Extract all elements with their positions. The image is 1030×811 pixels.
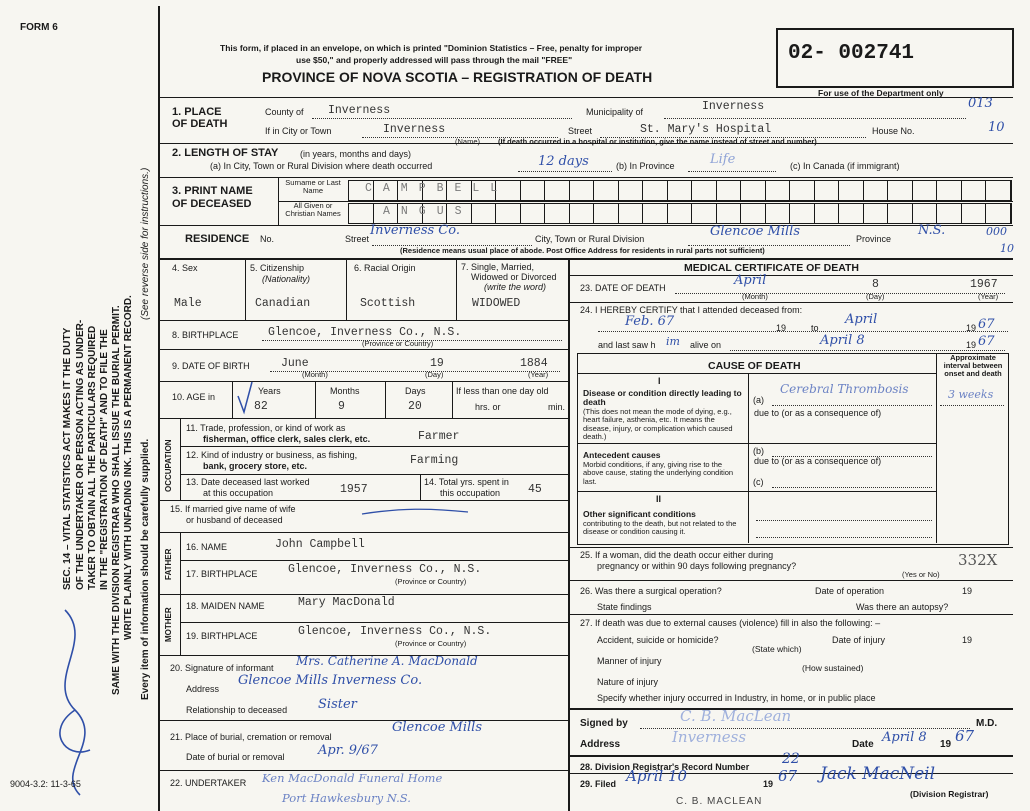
last-worked-label: 13. Date deceased last worked	[186, 477, 310, 487]
mother-maiden-value[interactable]: Mary MacDonald	[298, 596, 395, 609]
char-box	[619, 181, 644, 200]
divider	[577, 491, 936, 492]
department-note: For use of the Department only	[818, 88, 944, 98]
other-conditions-note: contributing to the death, but not related to the disease or condition causing it.	[583, 519, 737, 537]
stay-b-value[interactable]: Life	[710, 152, 736, 167]
char-box	[839, 204, 864, 223]
char-box	[668, 204, 693, 223]
day-note: (Day)	[866, 292, 885, 301]
house-label: House No.	[872, 126, 915, 136]
min-label: min.	[548, 402, 566, 412]
industry-label: 12. Kind of industry or business, as fishing,	[186, 450, 358, 460]
occupation-side-label: OCCUPATION	[164, 439, 173, 492]
length-of-stay-label: 2. LENGTH OF STAY	[172, 147, 279, 159]
char-box	[545, 181, 570, 200]
nineteen: 19	[962, 635, 973, 645]
years-label: Years	[258, 386, 281, 396]
sex-value[interactable]: Male	[174, 297, 202, 310]
to-label: to	[811, 323, 819, 333]
form-label: FORM 6	[20, 22, 58, 33]
divider	[180, 446, 568, 447]
char-box	[594, 181, 619, 200]
divider	[158, 97, 1013, 98]
woman-label: 25. If a woman, did the death occur either during	[580, 550, 774, 560]
char-box	[790, 204, 815, 223]
residence-no-label: No.	[260, 234, 275, 244]
birthplace-label: 8. BIRTHPLACE	[172, 330, 239, 340]
surgical-label: 26. Was there a surgical operation?	[580, 586, 722, 596]
due-to-label: due to (or as a consequence of)	[754, 408, 882, 418]
form-code: 9004-3.2: 11-3-65	[10, 779, 81, 789]
months-label: Months	[330, 386, 360, 396]
external-label: 27. If death was due to external causes (violence) fill in also the following: –	[580, 618, 881, 628]
code-stamp: 332X	[958, 551, 998, 569]
last-saw-label: and last saw h	[598, 340, 656, 350]
county-label: County of	[265, 107, 304, 117]
nature-label: Nature of injury	[597, 677, 659, 687]
nineteen: 19	[763, 779, 774, 789]
char-box	[815, 181, 840, 200]
cause-a-value[interactable]: Cerebral Thrombosis	[780, 382, 909, 396]
char-box	[937, 181, 962, 200]
char-box	[668, 181, 693, 200]
cause-a-label: (a)	[753, 395, 764, 405]
divider	[568, 547, 1013, 548]
char-box	[741, 181, 766, 200]
injury-date-label: Date of injury	[832, 635, 886, 645]
name-note: (Name)	[455, 137, 481, 146]
state-which-note: (State which)	[752, 644, 802, 654]
divider	[158, 720, 568, 721]
burial-date-value[interactable]: Apr. 9/67	[318, 743, 378, 758]
marital-label: 7. Single, Married,	[461, 262, 535, 272]
other-line	[756, 520, 932, 521]
trade-label: fisherman, office clerk, sales clerk, etc.	[203, 434, 371, 444]
cause-b-label: (b)	[753, 446, 764, 456]
other-line	[756, 537, 932, 538]
under-day-label: If less than one day old	[456, 386, 549, 396]
registration-number-box	[776, 28, 1014, 88]
mother-birthplace-note: (Province or Country)	[395, 639, 467, 648]
nineteen: 19	[776, 323, 787, 333]
citizenship-note: (Nationality)	[262, 274, 311, 284]
column-divider	[568, 258, 570, 811]
operation-date-label: Date of operation	[815, 586, 885, 596]
days-label: Days	[405, 386, 426, 396]
page-title: PROVINCE OF NOVA SCOTIA – REGISTRATION OF DEATH	[262, 69, 653, 85]
char-box	[864, 204, 889, 223]
year-note: (Year)	[978, 292, 999, 301]
instructions-note: (See reverse side for instructions.)	[140, 167, 151, 320]
nineteen: 19	[966, 323, 977, 333]
statute-line: OF THE UNDERTAKER OR PERSON ACTING AS UNDER-	[75, 319, 86, 590]
informant-signature[interactable]: Mrs. Catherine A. MacDonald	[296, 654, 478, 668]
nineteen: 19	[940, 739, 952, 750]
birthplace-note: (Province or Country)	[362, 339, 434, 348]
accident-label: Accident, suicide or homicide?	[597, 635, 719, 645]
char-box	[643, 204, 668, 223]
part-one: I	[658, 376, 661, 386]
dob-year[interactable]: 1884	[520, 357, 548, 370]
divider	[278, 201, 1013, 202]
statute-line: IN THE "REGISTRATION OF DEATH" AND TO FILE THE	[99, 329, 110, 590]
char-box	[692, 181, 717, 200]
cert-date-year[interactable]: 67	[955, 727, 975, 745]
death-year[interactable]: 1967	[970, 278, 998, 291]
divider	[315, 381, 316, 418]
spouse-label: or husband of deceased	[186, 515, 283, 525]
trade-label: 11. Trade, profession, or kind of work as	[186, 423, 346, 433]
marital-label: Widowed or Divorced	[471, 272, 557, 282]
md-label: M.D.	[976, 718, 998, 729]
filed-year[interactable]: 67	[778, 767, 798, 785]
divider	[232, 381, 233, 418]
father-birthplace-value[interactable]: Glencoe, Inverness Co., N.S.	[288, 563, 482, 576]
attended-to[interactable]: April	[845, 312, 878, 327]
street-label: Street	[568, 126, 593, 136]
char-box	[545, 204, 570, 223]
divider	[420, 474, 421, 500]
industry-value[interactable]: Farming	[410, 454, 459, 467]
record-label: 28. Division Registrar's Record Number	[580, 762, 750, 772]
total-years-value[interactable]: 45	[528, 483, 542, 496]
char-box	[619, 204, 644, 223]
attended-from[interactable]: Feb. 67	[625, 314, 675, 329]
undertaker-value[interactable]: Ken MacDonald Funeral Home	[262, 771, 443, 785]
divider	[568, 614, 1013, 615]
yes-no-note: (Yes or No)	[902, 570, 940, 579]
residence-province-value[interactable]: N.S.	[918, 223, 946, 238]
age-days[interactable]: 20	[408, 400, 422, 413]
residence-street-value[interactable]: Inverness Co.	[370, 223, 460, 238]
other-conditions-label: Other significant conditions	[583, 509, 696, 519]
char-box	[349, 204, 374, 223]
part-two: II	[656, 494, 662, 504]
stay-a-value[interactable]: 12 days	[538, 154, 589, 169]
attended-line	[598, 331, 1008, 332]
divider	[456, 258, 457, 320]
stay-a-label: (a) In City, Town or Rural Division where death occurred	[210, 161, 433, 171]
divider	[158, 225, 1013, 226]
char-box	[766, 181, 791, 200]
given-label: All Given or Christian Names	[285, 201, 341, 219]
death-date-line	[675, 293, 1005, 294]
sex-label: 4. Sex	[172, 263, 198, 273]
char-box	[570, 204, 595, 223]
place-of-death-label: 1. PLACE OF DEATH	[172, 106, 228, 131]
nineteen: 19	[962, 586, 973, 596]
medical-title: MEDICAL CERTIFICATE OF DEATH	[684, 262, 859, 274]
month-note: (Month)	[742, 292, 768, 301]
char-box	[937, 204, 962, 223]
divider	[346, 258, 347, 320]
interval-a-line	[940, 405, 1004, 406]
mother-birthplace-label: 19. BIRTHPLACE	[186, 631, 258, 641]
undertaker-address[interactable]: Port Hawkesbury N.S.	[282, 791, 411, 805]
antecedent-note: Morbid conditions, if any, giving rise to the above cause, stating the underlying condition last.	[583, 460, 734, 486]
char-box	[888, 204, 913, 223]
informant-label: 20. Signature of informant	[170, 663, 274, 673]
undertaker-label: 22. UNDERTAKER	[170, 778, 247, 788]
alive-year[interactable]: 67	[978, 334, 995, 349]
residence-note: (Residence means usual place of abode. Post Office Address for residents in rural parts not sufficient)	[400, 246, 765, 255]
registrar-stamp: C. B. MACLEAN	[676, 796, 763, 807]
stay-a-line	[518, 171, 612, 172]
cert-date-label: Date	[852, 739, 874, 750]
registrar-note: (Division Registrar)	[910, 789, 989, 799]
alive-line	[730, 350, 1005, 351]
relationship-label: Relationship to deceased	[186, 705, 288, 715]
death-day[interactable]: 8	[872, 278, 879, 291]
birthplace-value[interactable]: Glencoe, Inverness Co., N.S.	[268, 326, 462, 339]
findings-label: State findings	[597, 602, 652, 612]
autopsy-label: Was there an autopsy?	[856, 602, 949, 612]
divider	[158, 349, 568, 350]
char-box	[643, 181, 668, 200]
marital-value[interactable]: WIDOWED	[472, 297, 521, 310]
char-box	[839, 181, 864, 200]
divider	[158, 258, 1013, 260]
residence-division-label: City, Town or Rural Division	[535, 234, 645, 244]
manner-label: Manner of injury	[597, 656, 662, 666]
city-value[interactable]: Inverness	[383, 123, 446, 136]
divider	[180, 532, 181, 594]
char-box	[864, 181, 889, 200]
age-label: 10. AGE in	[172, 392, 216, 402]
house-value[interactable]: 10	[988, 120, 1005, 135]
hospital-note: (If death occurred in a hospital or institution, give the name instead of street and number)	[498, 137, 817, 146]
cause-a-interval[interactable]: 3 weeks	[948, 388, 994, 401]
mother-birthplace-value[interactable]: Glencoe, Inverness Co., N.S.	[298, 625, 492, 638]
char-box	[913, 204, 938, 223]
char-box	[790, 181, 815, 200]
spouse-stroke	[360, 506, 470, 518]
how-sustained-note: (How sustained)	[802, 663, 864, 673]
marital-note: (write the word)	[484, 282, 547, 292]
length-unit-note: (in years, months and days)	[300, 149, 412, 159]
residence-division-value[interactable]: Glencoe Mills	[710, 224, 800, 239]
divider	[180, 474, 568, 475]
char-box	[913, 181, 938, 200]
residence-code-1: 000	[986, 225, 1007, 238]
father-birthplace-note: (Province or Country)	[395, 577, 467, 586]
margin-line	[158, 6, 160, 811]
trade-value[interactable]: Farmer	[418, 430, 460, 443]
divider	[158, 418, 568, 419]
residence-code-2: 10	[1000, 242, 1014, 255]
dob-label: 9. DATE OF BIRTH	[172, 361, 250, 371]
month-note: (Month)	[302, 370, 328, 379]
last-saw-value[interactable]: im	[666, 335, 680, 348]
spouse-label: 15. If married give name of wife	[170, 504, 296, 514]
divider	[158, 381, 568, 382]
divider	[577, 443, 936, 444]
burial-date-label: Date of burial or removal	[186, 752, 285, 762]
dob-day[interactable]: 19	[430, 357, 444, 370]
divider	[158, 532, 568, 533]
antecedent-label: Antecedent causes	[583, 450, 661, 460]
woman-label: pregnancy or within 90 days following pregnancy?	[597, 561, 797, 571]
age-months[interactable]: 9	[338, 400, 345, 413]
surname-value[interactable]: CAMPBELL	[365, 182, 509, 195]
divider	[568, 275, 1013, 276]
char-box	[962, 181, 987, 200]
nineteen: 19	[966, 340, 977, 350]
statute-line: TAKER TO OBTAIN ALL THE PARTICULARS REQUIRED	[87, 325, 98, 590]
citizenship-value[interactable]: Canadian	[255, 297, 311, 310]
municipality-line	[664, 118, 966, 119]
registrar-signature[interactable]: Jack MacNeil	[820, 764, 936, 784]
relationship-value[interactable]: Sister	[318, 697, 357, 712]
mother-side-label: MOTHER	[164, 607, 173, 642]
statute-line: SAME WITH THE DIVISION REGISTRAR WHO SHALL ISSUE THE BURIAL PERMIT.	[111, 305, 122, 695]
char-box	[815, 204, 840, 223]
last-worked-value[interactable]: 1957	[340, 483, 368, 496]
certify-label: 24. I HEREBY CERTIFY that I attended deceased from:	[580, 305, 803, 315]
divider	[568, 302, 1013, 303]
divider	[158, 500, 568, 501]
surname-label: Surname or Last Name	[285, 178, 341, 196]
father-name-label: 16. NAME	[186, 542, 228, 552]
age-check-mark	[234, 380, 256, 416]
char-box	[986, 204, 1011, 223]
char-box	[986, 181, 1011, 200]
cause-title: CAUSE OF DEATH	[708, 360, 801, 372]
cert-date-value[interactable]: April 8	[882, 730, 927, 745]
registration-number: 02- 002741	[788, 42, 915, 65]
city-label: If in City or Town	[265, 126, 332, 136]
racial-label: 6. Racial Origin	[354, 263, 416, 273]
divider	[452, 381, 453, 418]
cert-address-label: Address	[580, 739, 621, 750]
last-worked-label: at this occupation	[203, 488, 274, 498]
municipality-label: Municipality of	[586, 107, 644, 117]
cause-a-line	[772, 405, 932, 406]
char-box	[962, 204, 987, 223]
char-box	[521, 204, 546, 223]
supply-note: Every item of information should be carefully supplied.	[140, 438, 151, 700]
municipality-code: 013	[968, 96, 993, 111]
racial-value[interactable]: Scottish	[360, 297, 416, 310]
name-of-deceased-label: 3. PRINT NAME OF DECEASED	[172, 185, 253, 210]
divider	[180, 418, 181, 500]
age-years[interactable]: 82	[254, 400, 268, 413]
char-box	[717, 204, 742, 223]
char-box	[570, 181, 595, 200]
cert-address-value[interactable]: Inverness	[672, 728, 747, 746]
statute-line: SEC. 14 – VITAL STATISTICS ACT MAKES IT THE DUTY	[62, 327, 73, 590]
mother-maiden-label: 18. MAIDEN NAME	[186, 601, 265, 611]
direct-cause-note: (This does not mean the mode of dying, e.g., heart failure, asthenia, etc. It means the disease, injury, or complication which caused death.)	[583, 407, 733, 441]
margin-signature	[35, 600, 110, 800]
statute-line: WRITE PLAINLY WITH UNFADING INK. THIS IS A PERMANENT RECORD.	[123, 295, 134, 640]
informant-address[interactable]: Glencoe Mills Inverness Co.	[238, 673, 423, 688]
attended-to-year[interactable]: 67	[978, 317, 995, 332]
divider	[936, 353, 937, 543]
father-name-value[interactable]: John Campbell	[275, 538, 365, 551]
county-value[interactable]: Inverness	[328, 104, 391, 117]
header-notice: This form, if placed in an envelope, on which is printed "Dominion Statistics – Free, penalty for improper	[220, 43, 643, 53]
day-note: (Day)	[425, 370, 444, 379]
char-box	[521, 181, 546, 200]
death-month[interactable]: April	[734, 273, 767, 288]
specify-label: Specify whether injury occurred in Industry, in home, or in public place	[597, 693, 876, 703]
stay-b-label: (b) In Province	[616, 161, 675, 171]
cause-c-label: (c)	[753, 477, 764, 487]
street-value[interactable]: St. Mary's Hospital	[640, 123, 772, 136]
divider	[158, 594, 568, 595]
char-box	[496, 204, 521, 223]
municipality-value[interactable]: Inverness	[702, 100, 765, 113]
residence-street-label: Street	[345, 234, 370, 244]
burial-place-label: 21. Place of burial, cremation or removal	[170, 732, 332, 742]
divider	[180, 594, 181, 655]
header-notice: use $50," and properly addressed will pass through the mail "FREE"	[296, 55, 573, 65]
father-side-label: FATHER	[164, 548, 173, 580]
char-box	[692, 204, 717, 223]
given-value[interactable]: ANGUS	[383, 205, 473, 218]
year-note: (Year)	[528, 370, 549, 379]
divider	[748, 373, 749, 543]
total-years-label: this occupation	[440, 488, 501, 498]
char-box	[717, 181, 742, 200]
char-box	[766, 204, 791, 223]
record-number[interactable]: 22	[782, 751, 800, 767]
char-box	[594, 204, 619, 223]
dob-month[interactable]: June	[281, 357, 309, 370]
total-years-label: 14. Total yrs. spent in	[424, 477, 509, 487]
divider	[180, 560, 568, 561]
alive-label: alive on	[690, 340, 722, 350]
filed-label: 29. Filed	[580, 779, 617, 789]
char-box	[741, 204, 766, 223]
residence-label: RESIDENCE	[185, 233, 250, 245]
divider	[180, 622, 568, 623]
divider	[577, 373, 936, 374]
date-of-death-label: 23. DATE OF DEATH	[580, 283, 666, 293]
informant-address-label: Address	[186, 684, 220, 694]
industry-label: bank, grocery store, etc.	[203, 461, 308, 471]
citizenship-label: 5. Citizenship	[250, 263, 305, 273]
county-line	[312, 118, 572, 119]
divider	[568, 580, 1013, 581]
stay-c-label: (c) In Canada (if immigrant)	[790, 161, 900, 171]
residence-province-label: Province	[856, 234, 892, 244]
cause-c-line	[772, 487, 932, 488]
hrs-label: hrs. or	[475, 402, 501, 412]
char-box	[888, 181, 913, 200]
direct-cause-label: Disease or condition directly leading to death	[583, 388, 742, 408]
interval-label: Approximate interval between onset and death	[943, 353, 1003, 378]
burial-place-value[interactable]: Glencoe Mills	[392, 720, 482, 735]
stay-b-line	[688, 171, 776, 172]
divider	[245, 258, 246, 320]
char-box	[472, 204, 497, 223]
father-birthplace-label: 17. BIRTHPLACE	[186, 569, 258, 579]
divider	[158, 320, 568, 321]
divider	[385, 381, 386, 418]
signed-by-label: Signed by	[580, 718, 628, 729]
due-to-label: due to (or as a consequence of)	[754, 456, 882, 466]
signed-by-value[interactable]: C. B. MacLean	[680, 707, 792, 725]
filed-date[interactable]: April 10	[626, 767, 688, 785]
alive-on[interactable]: April 8	[820, 333, 865, 348]
